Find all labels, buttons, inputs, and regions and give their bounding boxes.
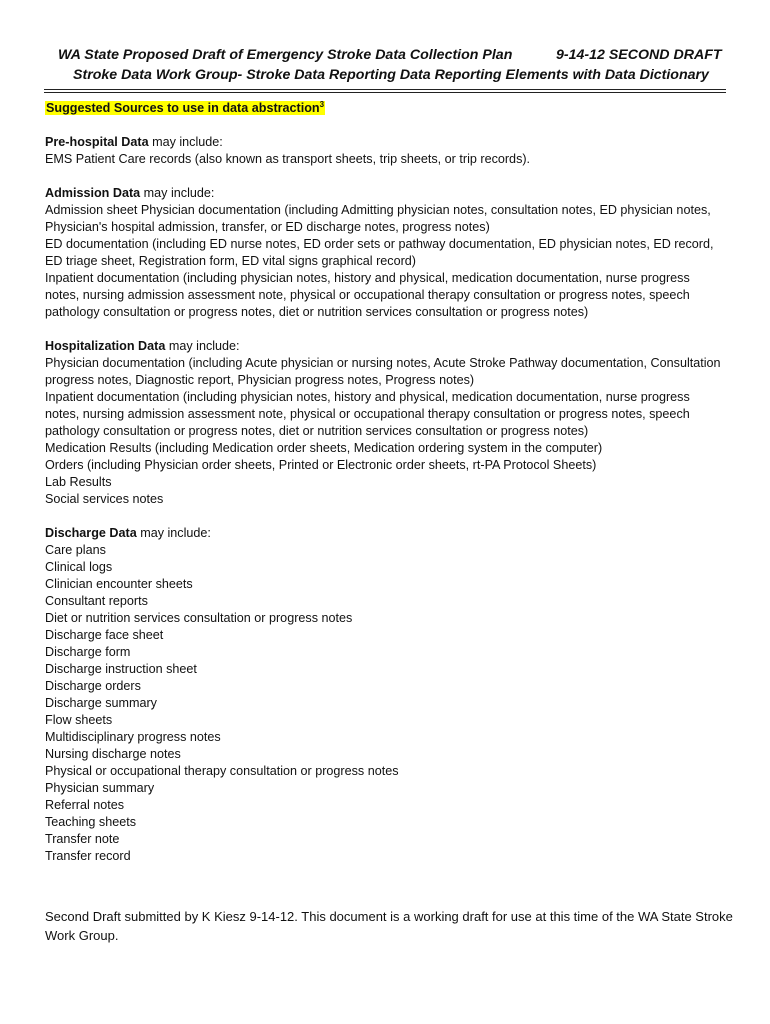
discharge-line: Multidisciplinary progress notes xyxy=(45,730,221,744)
hospitalization-line: progress notes, Diagnostic report, Physician progress notes, Progress notes) xyxy=(45,373,475,387)
discharge-line: Discharge form xyxy=(45,645,131,659)
document-subtitle: Stroke Data Work Group- Stroke Data Reporting Data Reporting Elements with Data Dictionary xyxy=(73,67,709,83)
hospitalization-heading: Hospitalization Data may include: xyxy=(45,339,240,353)
hospitalization-line: Lab Results xyxy=(45,475,112,489)
hospitalization-list xyxy=(45,355,735,508)
hospitalization-line: Medication Results (including Medication order sheets, Medication ordering system in the computer) xyxy=(45,441,603,455)
hospitalization-line: notes, nursing admission assessment note, physical or occupational therapy consultation or progress notes, speech xyxy=(45,407,690,421)
sources-heading-line xyxy=(45,100,735,117)
discharge-line: Clinical logs xyxy=(45,560,113,574)
sources-heading: Suggested Sources to use in data abstraction$^3$ xyxy=(46,99,325,115)
discharge-list xyxy=(45,542,735,865)
discharge-line: Transfer note xyxy=(45,832,120,846)
document-body xyxy=(45,100,735,865)
discharge-line: Transfer record xyxy=(45,849,131,863)
discharge-line: Teaching sheets xyxy=(45,815,137,829)
discharge-line: Discharge face sheet xyxy=(45,628,164,642)
discharge-line: Nursing discharge notes xyxy=(45,747,181,761)
discharge-line: Clinician encounter sheets xyxy=(45,577,193,591)
discharge-line: Consultant reports xyxy=(45,594,148,608)
header-rule-top xyxy=(44,89,726,90)
discharge-line: Discharge instruction sheet xyxy=(45,662,197,676)
discharge-line: Flow sheets xyxy=(45,713,113,727)
admission-list xyxy=(45,202,735,321)
discharge-label: Discharge Data xyxy=(45,526,137,540)
footer-line-1: Second Draft submitted by K Kiesz 9-14-12. This document is a working draft for use at this time of the WA State Stroke xyxy=(45,909,733,924)
admission-label: Admission Data xyxy=(45,186,141,200)
admission-line: ED triage sheet, Registration form, ED vital signs graphical record) xyxy=(45,254,416,268)
admission-line: Physician's hospital admission, transfer, or ED discharge notes, progress notes) xyxy=(45,220,490,234)
discharge-line: Care plans xyxy=(45,543,106,557)
hospitalization-label: Hospitalization Data xyxy=(45,339,166,353)
document-footer xyxy=(45,907,735,945)
admission-heading: Admission Data may include: xyxy=(45,186,215,200)
admission-line: Inpatient documentation (including physician notes, history and physical, medication documentation, nurse progress xyxy=(45,271,690,285)
discharge-line: Discharge orders xyxy=(45,679,141,693)
discharge-line: Referral notes xyxy=(45,798,125,812)
footnote-ref: 3 xyxy=(319,99,325,109)
hospitalization-line: Social services notes xyxy=(45,492,164,506)
discharge-line: Physician summary xyxy=(45,781,155,795)
discharge-line: Physical or occupational therapy consultation or progress notes xyxy=(45,764,399,778)
discharge-line: Discharge summary xyxy=(45,696,157,710)
admission-line: Admission sheet Physician documentation (including Admitting physician notes, consultation notes, ED physician notes, xyxy=(45,203,711,217)
hospitalization-line: Physician documentation (including Acute physician or nursing notes, Acute Stroke Pathway documentation, Consultation xyxy=(45,356,721,370)
prehospital-list xyxy=(45,151,735,168)
footer-line-2: Work Group. xyxy=(45,928,119,943)
hospitalization-line: Orders (including Physician order sheets, Printed or Electronic order sheets, rt-PA Protocol Sheets) xyxy=(45,458,597,472)
admission-line: ED documentation (including ED nurse notes, ED order sets or pathway documentation, ED physician notes, ED record, xyxy=(45,237,714,251)
document-title: WA State Proposed Draft of Emergency Stroke Data Collection Plan xyxy=(58,47,513,63)
hospitalization-line: Inpatient documentation (including physician notes, history and physical, medication documentation, nurse progress xyxy=(45,390,690,404)
admission-line: pathology consultation or progress notes, diet or nutrition services consultation or progress notes) xyxy=(45,305,589,319)
discharge-heading: Discharge Data may include: xyxy=(45,526,211,540)
admission-line: notes, nursing admission assessment note, physical or occupational therapy consultation or progress notes, speech xyxy=(45,288,690,302)
header-rule-bottom xyxy=(44,92,726,93)
hospitalization-line: pathology consultation or progress notes, diet or nutrition services consultation or progress notes) xyxy=(45,424,589,438)
draft-label: 9-14-12 SECOND DRAFT xyxy=(556,47,722,63)
discharge-line: Diet or nutrition services consultation or progress notes xyxy=(45,611,353,625)
prehospital-label: Pre-hospital Data xyxy=(45,135,149,149)
prehospital-line: EMS Patient Care records (also known as transport sheets, trip sheets, or trip records). xyxy=(45,152,531,166)
prehospital-heading: Pre-hospital Data may include: xyxy=(45,135,223,149)
